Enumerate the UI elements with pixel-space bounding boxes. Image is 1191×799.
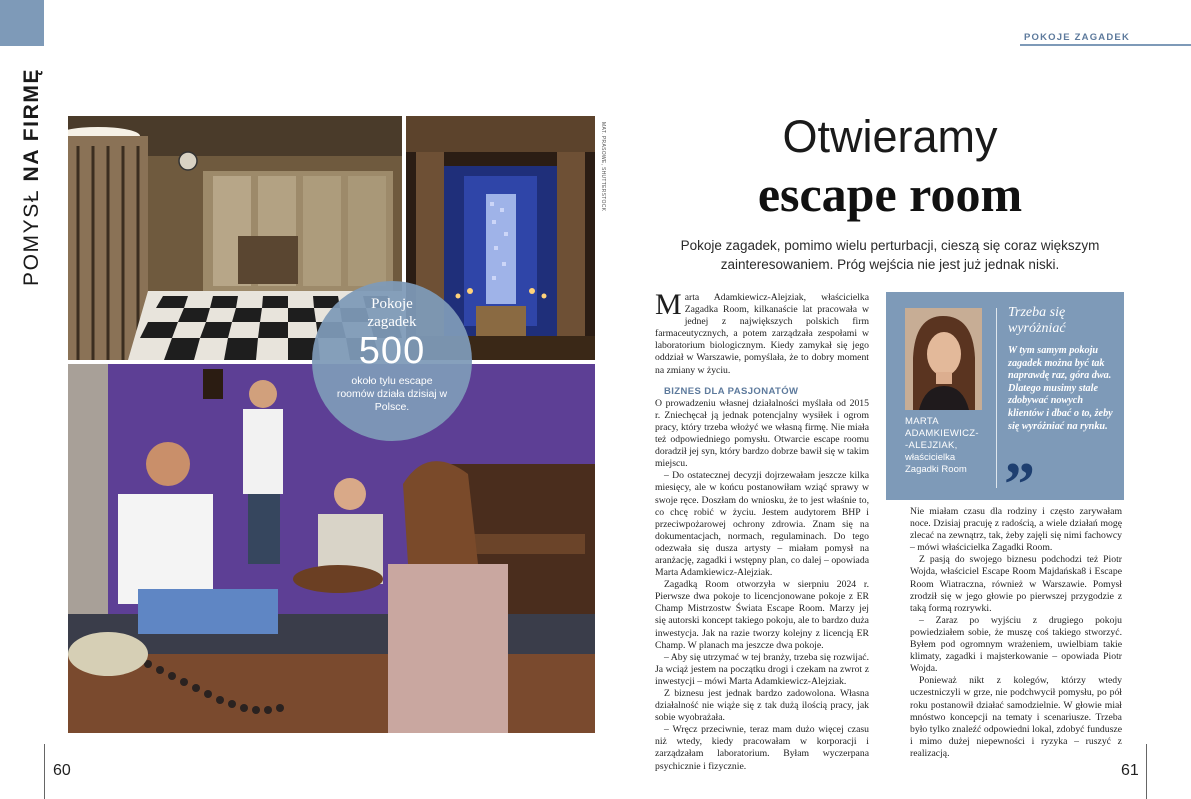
person-name-line2: ADAMKIEWICZ- (905, 428, 979, 439)
section-label-regular: POMYSŁ (20, 181, 43, 286)
quote-text: W tym samym pokoju zagadek można być tak naprawdę raz, góra dwa. Dlatego musimy stale zdobywać nowych klientów i dbać o to, żeby się wyróżniać na rynku. (1008, 345, 1113, 432)
body-paragraph: Z pasją do swojego biznesu podchodzi też Piotr Wojda, właściciel Escape Room Majdańska8 i Escape Room Wiatraczna, również w Warszawie. Pomysł zrodził się w jego głowie po pierwszej przygodzie z taką formą rozrywki. (910, 554, 1122, 614)
intro-paragraph (655, 288, 869, 377)
body-paragraph: – Aby się utrzymać w tej branży, trzeba się rozwijać. Ja wciąż jestem na początku drogi i czekam na zwrot z inwestycji – mówi Marta Adamkiewicz-Alejziak. (655, 651, 869, 687)
person-caption (905, 416, 991, 476)
person-name-line3: -ALEJZIAK, (905, 440, 958, 451)
body-paragraph: Ponieważ nikt z kolegów, którzy wtedy uczestniczyli w grze, nie podchwycił pomysłu, po pół roku postanowił działać samodzielnie. W głowie miał mnóstwo koncepcji na tematy i scenariusze. Trzeba było tylko znaleźć odpowiedni lokal, zdobyć fundusze i mimo dużej niepewności i ryzyka – ruszyć z realizacją. (910, 675, 1122, 759)
page-number-right: 61 (1121, 762, 1139, 779)
stat-circle (312, 281, 472, 441)
page-rule-left (44, 744, 45, 799)
intro-text: arta Adamkiewicz-Alejziak, właścicielka Zagadka Room, kilkanaście lat pracowała w jednej z największych polskich firm farmaceutycznych, a potem zarządzała zespołami w laboratorium biologicznym. Kiedy zamykał się jego oddział w Warszawie, pomyślała, że to dobry moment na zmiany w życiu. (655, 292, 869, 376)
body-paragraph: – Do ostatecznej decyzji dojrzewałam jeszcze kilka miesięcy, ale w końcu postanowiłam wziąć sprawy w swoje ręce. Doszłam do wniosku, że to jest właśnie to, co chcę robić w życiu. Jestem audytorem BHP i przeciwpożarowej ochrony zdrowia. Znam się na dokumentacjach, normach, regulaminach. Do tego odezwała się dusza artysty – miałam pomysł na aranżację, zagadki i wstępny plan, co dalej – opowiada Marta Adamkiewicz-Alejziak. (655, 470, 869, 579)
person-role-line1: właścicielka (905, 452, 956, 463)
portrait-photo (905, 308, 982, 410)
stat-number: 500 (358, 330, 426, 372)
subheading: BIZNES DLA PASJONATÓW (664, 385, 799, 397)
body-paragraph: – Wręcz przeciwnie, teraz mam dużo więcej czasu niż wtedy, kiedy pracowałam w korporacji i zarządzałam laboratorium. Byłam wyczerpana psychicznie i fizycznie. (655, 724, 869, 772)
stat-title-line2: zagadek (367, 314, 417, 330)
stat-text: około tylu escape roomów działa dzisiaj w Polsce. (336, 375, 448, 413)
drop-cap: M (655, 288, 682, 321)
pull-quote-box (886, 292, 1124, 519)
section-color-tab (0, 0, 44, 46)
body-paragraph: Z biznesu jest jednak bardzo zadowolona. Własna działalność nie wiąże się z tak dużą ilością pracy, jak sobie wyobrażała. (655, 688, 869, 724)
quote-heading: Trzeba się wyróżniać (1008, 305, 1066, 336)
quote-mark-icon: ” (1004, 451, 1035, 519)
article-title-line1: Otwieramy (782, 111, 998, 162)
photo-players (68, 364, 595, 733)
body-paragraph: – Zaraz po wyjściu z drugiego pokoju powiedziałem sobie, że muszę coś takiego stworzyć. Byłem pod ogromnym wrażeniem, uwielbiam takie klimaty, zagadki i majsterkowanie – opowiada Piotr Wojda. (910, 614, 1122, 675)
article-column-1 (655, 288, 869, 773)
page-rule-right (1146, 744, 1147, 799)
quote-divider (996, 308, 997, 488)
person-name-line1: MARTA (905, 416, 939, 427)
article-title-line2: escape room (757, 166, 1023, 222)
person-role-line2: Zagadki Room (905, 464, 967, 475)
running-header-rule (1020, 44, 1191, 46)
body-paragraph: Zagadką Room otworzyła w sierpniu 2024 r. Pierwsze dwa pokoje to licencjonowane pokoje z ER Champ Mistrzostw Świata Escape Room. Marzy jej się autorski koncept takiego pokoju, ale to bardzo duża inwestycja. Jak na razie tworzy kolejny z licencją ER Champ. W planach ma jeszcze dwa pokoje. (655, 579, 869, 651)
photo-credit: MAT. PRASOWE, SHUTTERSTOCK (600, 122, 606, 212)
body-paragraph: Nie miałam czasu dla rodziny i często zarywałam noce. Dzisiaj pracuję z radością, a wiele działań mogę zlecać na zewnątrz, tak, żeby zajęli się nimi fachowcy – mówi właścicielka Zagadki Room. (910, 506, 1122, 554)
running-header: POKOJE ZAGADEK (1024, 32, 1131, 43)
article-lead: Pokoje zagadek, pomimo wielu perturbacji, cieszą się coraz większym zainteresowaniem. Próg wejścia nie jest już jednak niski. (680, 238, 1100, 272)
section-label (20, 68, 44, 286)
body-paragraph: O prowadzeniu własnej działalności myślała od 2015 r. Zniechęcał ją jednak potencjalny wysiłek i ogrom pracy, który trzeba włożyć we własną firmę. Nie miała też odpowiedniego pomysłu. Otwarcie escape roomu doradził jej syn, który bardzo dobrze bawił się w takim miejscu. (655, 397, 869, 470)
section-label-bold: NA FIRMĘ (20, 67, 43, 182)
page-number-left: 60 (53, 762, 71, 779)
stat-title-line1: Pokoje (371, 296, 413, 312)
article-column-2 (910, 506, 1122, 760)
